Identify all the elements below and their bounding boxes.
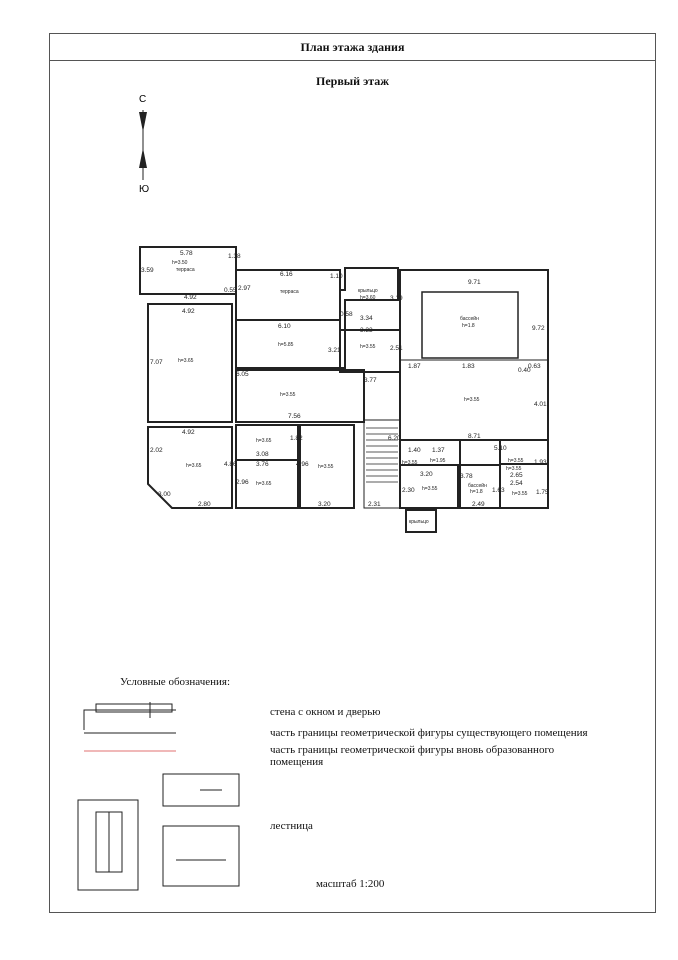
sheet-title: План этажа здания bbox=[50, 34, 655, 61]
legend-item-stairs: лестница bbox=[270, 820, 313, 832]
svg-text:4.92: 4.92 bbox=[182, 308, 195, 315]
svg-text:3.59: 3.59 bbox=[141, 267, 154, 274]
floor-title: Первый этаж bbox=[315, 74, 390, 88]
svg-text:0.55: 0.55 bbox=[224, 287, 237, 294]
room-h: h=3.55 bbox=[318, 464, 334, 470]
room-name: бассейн bbox=[460, 316, 479, 322]
svg-text:3.20: 3.20 bbox=[420, 471, 433, 478]
room-h: h=3.55 bbox=[508, 458, 524, 464]
svg-text:3.76: 3.76 bbox=[256, 461, 269, 468]
svg-text:2.80: 2.80 bbox=[198, 501, 211, 508]
svg-text:4.92: 4.92 bbox=[184, 294, 197, 301]
svg-text:4.92: 4.92 bbox=[182, 429, 195, 436]
svg-text:4.01: 4.01 bbox=[534, 401, 547, 408]
room-h: h=1.8 bbox=[470, 489, 483, 495]
room-h: h=3.65 bbox=[178, 358, 194, 364]
svg-text:0.63: 0.63 bbox=[528, 363, 541, 370]
legend-item-new-boundary: часть границы геометрической фигуры вновь образованного помещения bbox=[270, 744, 555, 768]
svg-text:5.10: 5.10 bbox=[494, 445, 507, 452]
svg-text:3.33: 3.33 bbox=[360, 327, 373, 334]
svg-text:0.58: 0.58 bbox=[340, 311, 353, 318]
svg-text:3.08: 3.08 bbox=[256, 451, 269, 458]
svg-text:1.63: 1.63 bbox=[492, 487, 505, 494]
svg-text:3.78: 3.78 bbox=[460, 473, 473, 480]
scale-label: масштаб 1:200 bbox=[316, 878, 385, 890]
svg-text:3.20: 3.20 bbox=[318, 501, 331, 508]
room-h: h=3.55 bbox=[464, 397, 480, 403]
svg-text:3.00: 3.00 bbox=[158, 491, 171, 498]
legend-item-wall: стена с окном и дверью bbox=[270, 706, 381, 718]
svg-text:5.78: 5.78 bbox=[180, 250, 193, 257]
legend-heading: Условные обозначения: bbox=[120, 676, 231, 688]
svg-text:1.37: 1.37 bbox=[432, 447, 445, 454]
svg-text:7.56: 7.56 bbox=[288, 413, 301, 420]
compass-icon bbox=[139, 94, 149, 195]
svg-text:2.97: 2.97 bbox=[238, 285, 251, 292]
room-h: h=1.8 bbox=[462, 323, 475, 329]
room-h: h=3.65 bbox=[256, 481, 272, 487]
svg-text:7.07: 7.07 bbox=[150, 359, 163, 366]
svg-text:4.96: 4.96 bbox=[296, 461, 309, 468]
svg-text:3.21: 3.21 bbox=[328, 347, 341, 354]
room-h: h=3.55 bbox=[506, 466, 522, 472]
room-h: h=3.60 bbox=[360, 295, 376, 301]
svg-text:2.65: 2.65 bbox=[510, 472, 523, 479]
svg-text:8.71: 8.71 bbox=[468, 433, 481, 440]
room-h: h=3.55 bbox=[360, 344, 376, 350]
room-name: терраса bbox=[280, 289, 299, 295]
wall-window-door-icon bbox=[84, 702, 176, 730]
compass-north: С bbox=[139, 94, 147, 105]
svg-text:6.10: 6.10 bbox=[278, 323, 291, 330]
compass-south: Ю bbox=[139, 184, 150, 195]
svg-text:2.30: 2.30 bbox=[402, 487, 415, 494]
room-h: h=3.65 bbox=[186, 463, 202, 469]
svg-text:2.54: 2.54 bbox=[510, 480, 523, 487]
svg-text:1.10: 1.10 bbox=[330, 273, 343, 280]
svg-text:4.86: 4.86 bbox=[224, 461, 237, 468]
svg-text:1.38: 1.38 bbox=[228, 253, 241, 260]
svg-text:1.83: 1.83 bbox=[462, 363, 475, 370]
svg-text:9.72: 9.72 bbox=[532, 325, 545, 332]
room-name: терраса bbox=[176, 267, 195, 273]
svg-text:0.40: 0.40 bbox=[518, 367, 531, 374]
room-h: h=3.55 bbox=[280, 392, 296, 398]
room-h: h=3.55 bbox=[402, 460, 418, 466]
svg-text:3.77: 3.77 bbox=[364, 377, 377, 384]
room-h: h=3.55 bbox=[512, 491, 528, 497]
svg-text:2.96: 2.96 bbox=[236, 479, 249, 486]
room-h: h=5.85 bbox=[278, 342, 294, 348]
room-h: h=3.65 bbox=[256, 438, 272, 444]
svg-text:2.02: 2.02 bbox=[150, 447, 163, 454]
svg-text:2.31: 2.31 bbox=[368, 501, 381, 508]
room-name: бассейн bbox=[468, 483, 487, 489]
room-h: h=3.55 bbox=[422, 486, 438, 492]
svg-text:2.49: 2.49 bbox=[472, 501, 485, 508]
svg-text:1.82: 1.82 bbox=[290, 435, 303, 442]
room-name: h=3.50 bbox=[172, 260, 188, 266]
svg-text:9.71: 9.71 bbox=[468, 279, 481, 286]
room-name: крыльцо bbox=[358, 288, 378, 294]
svg-text:1.93: 1.93 bbox=[534, 459, 547, 466]
legend-item-existing-boundary: часть границы геометрической фигуры существующего помещения bbox=[270, 727, 588, 739]
svg-text:2.51: 2.51 bbox=[390, 345, 403, 352]
walls bbox=[140, 247, 548, 532]
svg-text:3.34: 3.34 bbox=[360, 315, 373, 322]
svg-text:6.16: 6.16 bbox=[280, 271, 293, 278]
legend-symbols bbox=[78, 702, 239, 890]
svg-text:1.87: 1.87 bbox=[408, 363, 421, 370]
stairs-legend-icon bbox=[78, 774, 239, 890]
svg-text:1.75: 1.75 bbox=[536, 489, 549, 496]
svg-text:1.40: 1.40 bbox=[408, 447, 421, 454]
room-h: h=1.95 bbox=[430, 458, 446, 464]
room-name: крыльцо bbox=[409, 519, 429, 525]
svg-text:3.19: 3.19 bbox=[390, 295, 403, 302]
svg-text:6.05: 6.05 bbox=[236, 371, 249, 378]
svg-text:6.20: 6.20 bbox=[388, 435, 401, 442]
